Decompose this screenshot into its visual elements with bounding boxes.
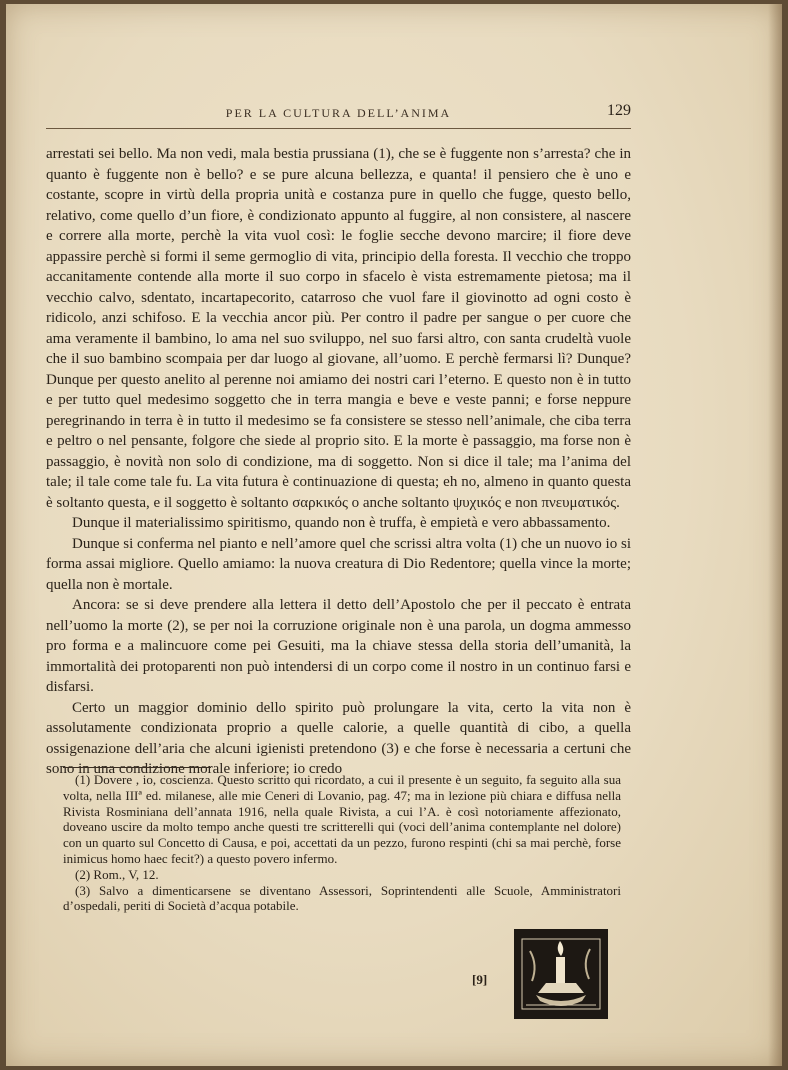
footnote: (2) Rom., V, 12.: [75, 866, 159, 882]
footnote-divider: [63, 767, 211, 768]
printer-signature-mark: [9]: [472, 972, 488, 987]
paragraph: Ancora: se si deve prendere alla lettera il detto dell’Apostolo che per il peccato è entrata nell’uomo la morte (2), se per noi la corruzione originale non è una parola, un dogma ammesso pro forma e a malincuore come pei Gesuiti, ma la chiave stessa della storia dell’umanità, la immortalità dei protoparenti non può intendersi di un corpo come il nostro in un continuo farsi e disfarsi.: [46, 597, 631, 695]
main-text: [46, 144, 631, 780]
page-header: [46, 104, 631, 129]
paragraph: Certo un maggior dominio dello spirito può prolungare la vita, certo la vita non è assolutamente condizionata proprio a quelle calorie, a quelle quantità di cibo, a quella ossigenazione dell’aria che alcuni igienisti pretendono (3) e che forse è necessaria a certuni che sono in una condizione morale inferiore; io credo: [46, 699, 631, 777]
paragraph: Dunque si conferma nel pianto e nell’amore quel che scrissi altra volta (1) che un nuovo io si forma assai migliore. Quello amiamo: la nuova creatura di Dio Redentore; quella vince la morte; quella non è mortale.: [46, 535, 631, 593]
footnote: (3) Salvo a dimenticarsene se diventano Assessori, Soprintendenti alle Scuole, Amministratori d’ospedali, periti di Società d’acqua potabile.: [63, 882, 621, 914]
page-number: 129: [607, 102, 631, 119]
book-page: [6, 4, 782, 1066]
paragraph: Dunque il materialissimo spiritismo, quando non è truffa, è empietà e vero abbassamento.: [72, 515, 611, 531]
woodcut-vignette-icon: [514, 929, 608, 1019]
footnotes: [63, 772, 621, 914]
candle-lamp-icon: [516, 931, 606, 1017]
footnote: (1) Dovere , io, coscienza. Questo scritto qui ricordato, a cui il presente è un seguito, fa seguito alla sua volta, nella IIIª ed. milanese, alle mie Ceneri di Lovanio, pag. 47; ma in lezione più chiara e diffusa nella Rivista Rosminiana dell’annata 1916, nella quale Rivista, a cui l’A. è così notoriamente affezionato, doveano uscire da molto tempo anche questi tre scritterelli qui (voci dell’anima contemplante nel dolore) con un quarto sul Concetto di Causa, e poi, accettati da un pezzo, furono respinti (chi sa mai perchè, forse inimicus homo haec fecit?) a questo povero infermo.: [63, 772, 621, 866]
paragraph: arrestati sei bello. Ma non vedi, mala bestia prussiana (1), che se è fuggente non s’arresta? che in quanto è fuggente non è bello? e se pure alcuna bellezza, e quanta! il pensiero che è uno e costante, scopre in virtù della propria unità e costanza pure in quello che fugge, questo bello, relativo, come quello d’un fiore, è condizionato appunto al fuggire, al non consistere, al nascere e correre alla morte, perchè la vita vuol così: le foglie secche devono marcire; il fiore deve appassire perchè si formi il seme germoglio di vita, principio della foresta. Il vecchio che troppo accanitamente contende alla morte il suo corpo in sfacelo è vista estremamente pietosa; ma il vecchio calvo, sdentato, incartapecorito, catarroso che vuol fare il giovinotto ad ogni costo è ridicolo, anzi schifoso. E la vecchia ancor più. Per contro il padre per sangue o per cuore che ama veramente il bambino, lo ama nel suo sviluppo, nel suo farsi altro, con santa crudeltà vuole che il suo bambino scompaia per dar luogo al giovane, all’uomo. E perchè fermarsi lì? Dunque? Dunque per questo anelito al perenne noi amiamo dei nostri cari l’eterno. E questo non è in tutto e per tutto quel medesimo soggetto che in terra mangia e beve e veste panni; e forse neppure peregrinando in terra è in tutto il medesimo se fa consistere se stesso nell’animale, che ciba terra e peltro o nel pensante, folgore che siede al proprio sito. E la morte è passaggio, ma forse non è passaggio, è novità non solo di condizione, ma di soggetto. Non si dice il tale; ma l’anima del tale; il tale come tale fu. La vita futura è continuazione di questa; eh no, almeno in quanto questa è soltanto questa, e il soggetto è soltanto σαρκικός o anche soltanto ψυχικός e non πνευματικός.: [46, 146, 631, 511]
running-title: PER LA CULTURA DELL’ANIMA: [225, 106, 452, 120]
